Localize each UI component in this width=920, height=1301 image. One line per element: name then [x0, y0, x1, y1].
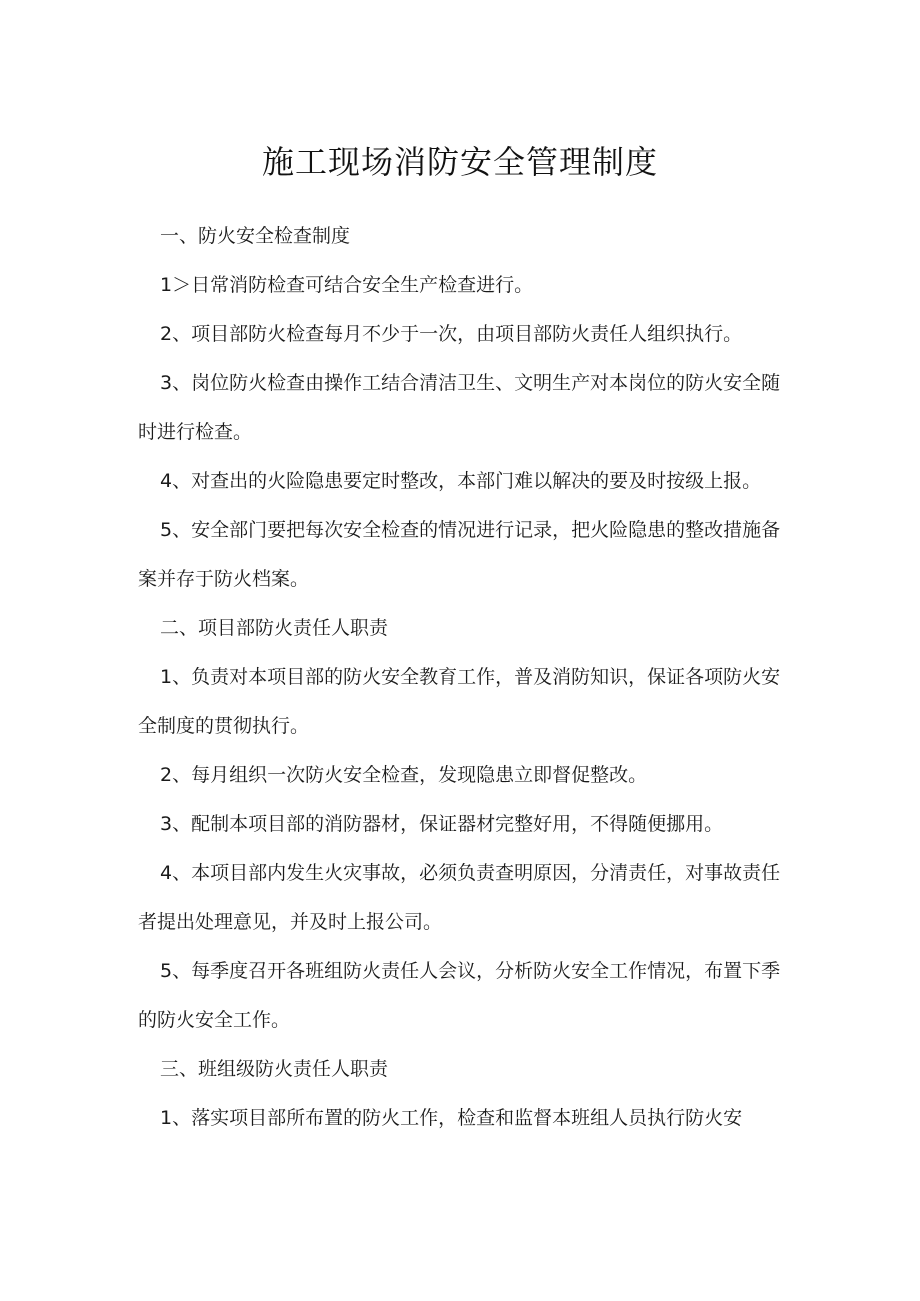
paragraph-2-5: 5、每季度召开各班组防火责任人会议，分析防火安全工作情况，布置下季的防火安全工作。 [138, 960, 781, 1031]
paragraph-1-5: 5、安全部门要把每次安全检查的情况进行记录，把火险隐患的整改措施备案并存于防火档案。 [138, 519, 781, 590]
paragraph-2-3: 3、配制本项目部的消防器材，保证器材完整好用，不得随便挪用。 [160, 813, 724, 835]
document-title: 施工现场消防安全管理制度 [261, 143, 658, 181]
section-heading-1: 一、防火安全检查制度 [160, 225, 351, 247]
paragraph-1-1: 1＞日常消防检查可结合安全生产检查进行。 [160, 274, 534, 296]
paragraph-2-1: 1、负责对本项目部的防火安全教育工作，普及消防知识，保证各项防火安全制度的贯彻执行。 [138, 666, 781, 737]
section-heading-2: 二、项目部防火责任人职责 [160, 617, 389, 639]
paragraph-2-4: 4、本项目部内发生火灾事故，必须负责查明原因，分清责任，对事故责任者提出处理意见，并及时上报公司。 [138, 862, 781, 933]
section-heading-3: 三、班组级防火责任人职责 [160, 1058, 389, 1080]
paragraph-1-3: 3、岗位防火检查由操作工结合清洁卫生、文明生产对本岗位的防火安全随时进行检查。 [138, 372, 781, 443]
paragraph-1-2: 2、项目部防火检查每月不少于一次，由项目部防火责任人组织执行。 [160, 323, 743, 345]
paragraph-3-1: 1、落实项目部所布置的防火工作，检查和监督本班组人员执行防火安 [160, 1107, 743, 1129]
document-body [138, 212, 798, 1143]
paragraph-1-4: 4、对查出的火险隐患要定时整改，本部门难以解决的要及时按级上报。 [160, 470, 762, 492]
paragraph-2-2: 2、每月组织一次防火安全检查，发现隐患立即督促整改。 [160, 764, 648, 786]
